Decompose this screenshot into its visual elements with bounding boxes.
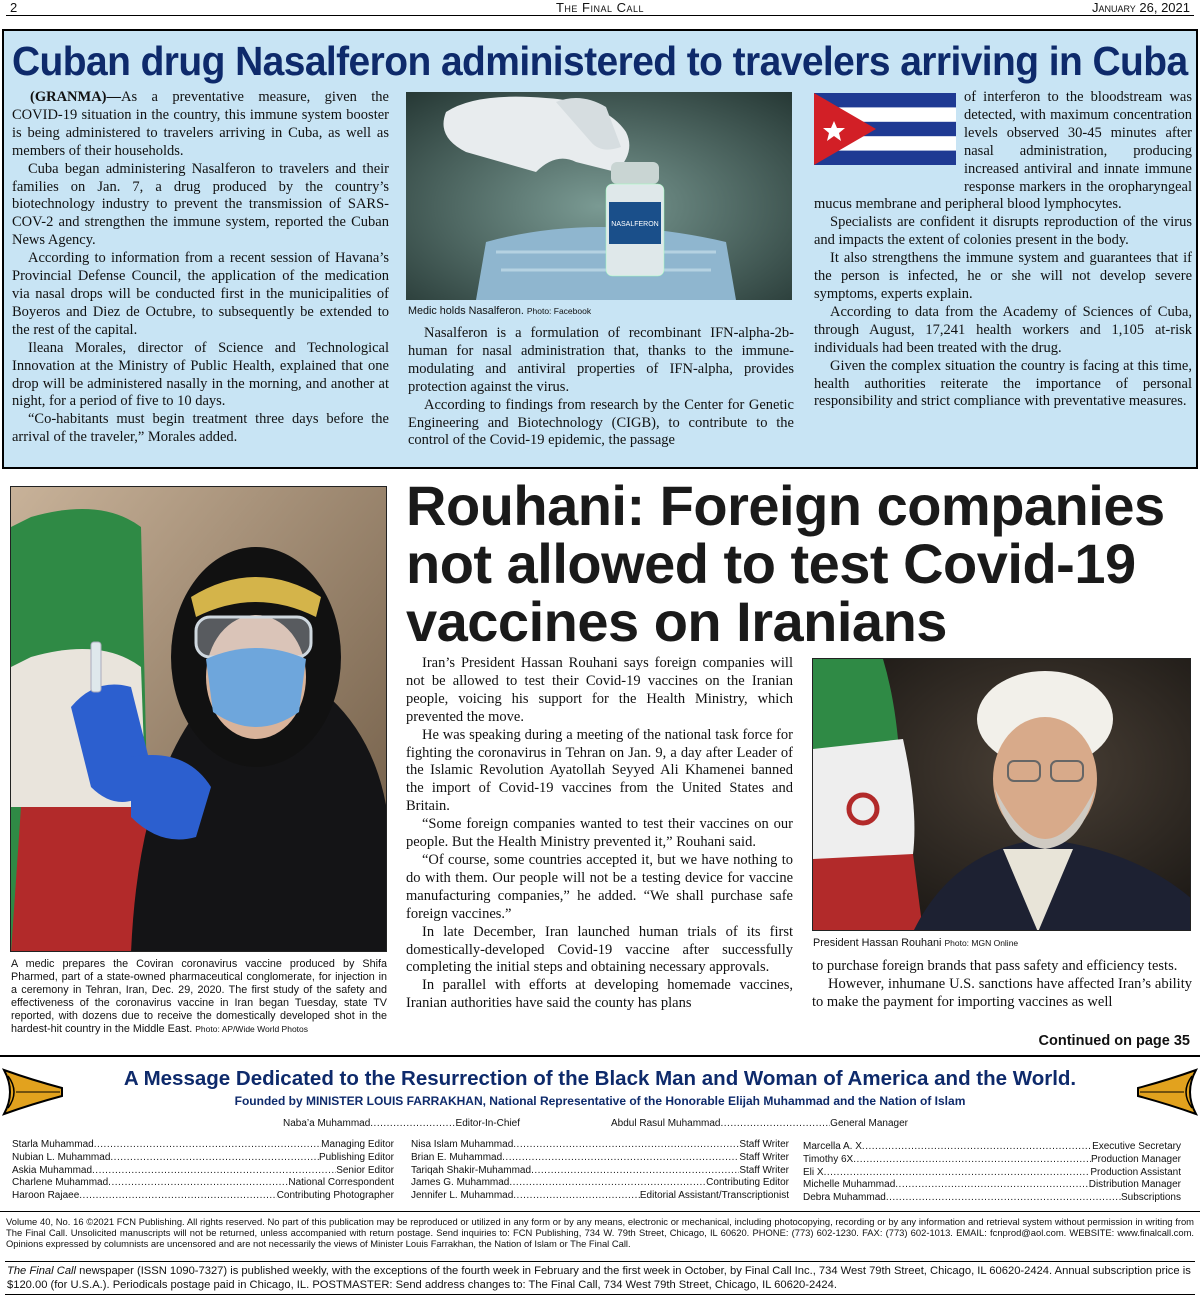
photo-credit: Photo: Facebook <box>526 306 592 316</box>
cuba-column-1 <box>12 89 389 447</box>
staff-row: Eli X ..... Production Assistant <box>803 1167 1181 1180</box>
nasalferon-photo <box>406 92 792 300</box>
rouhani-paragraph: Iran’s President Hassan Rouhani says foreign companies will not be allowed to test their Covid-19 vaccines on the Iranian people, voicing his support for the Health Ministry, which prevented the move. <box>406 655 793 725</box>
rouhani-column-1 <box>406 655 793 1013</box>
cuba-paragraph: “Co-habitants must begin treatment three days before the arrival of the traveler,” Morales added. <box>12 411 389 446</box>
cuba-article <box>2 29 1198 469</box>
staff-row: Brian E. Muhammad ..... Staff Writer <box>411 1152 789 1165</box>
issue-date: January 26, 2021 <box>1091 0 1190 15</box>
rouhani-paragraph: “Some foreign companies wanted to test their vaccines on our people. But the Health Ministry prevented it,” Rouhani said. <box>406 816 793 851</box>
cuba-paragraph: Specialists are confident it disrupts reproduction of the virus and impacts the extent of colonies present in the body. <box>814 214 1192 249</box>
staff-column-2 <box>411 1139 789 1203</box>
rouhani-paragraph: In late December, Iran launched human trials of its first domestically-developed Covid-19 vaccine after successfully completing the initial steps and obtaining necessary approvals. <box>406 923 793 976</box>
medic-photo-caption: A medic prepares the Coviran coronavirus vaccine produced by Shifa Pharmed, part of a state-owned pharmaceutical conglomerate, for injection in a ceremony in Tehran, Iran, Dec. 29, 2020. The first study of the safety and effectiveness of the coronavirus vaccine in Iran began Tuesday, state TV reported, with dozens due to receive the domestically developed shot in the hardest-hit country in the Middle East. Photo: AP/Wide World Photos <box>11 958 387 1035</box>
rouhani-column-2 <box>812 958 1192 1012</box>
cuba-paragraph: According to data from the Academy of Sciences of Cuba, through August, 17,241 health workers and 1,105 at-risk individuals had been treated with the drug. <box>814 303 1192 356</box>
photo-credit: Photo: MGN Online <box>944 938 1019 948</box>
legal-notice: Volume 40, No. 16 ©2021 FCN Publishing. All rights reserved. No part of this publication may be reproduced or utilized in any form or by any means, electronic or mechanical, including photocopying, recording or by any information and retrieval system without permission in writing from The Final Call. Unsolicited manuscripts will not be returned, unless accompanied with return postage. Send inquiries to: FCN Publishing, 734 W. 79th Street, Chicago, IL 60620. PHONE: (773) 602-1230. FAX: (773) 602-1013. EMAIL: fcnprod@aol.com. WEBSITE: www.finalcall.com. Opinions expressed by columnists are uncensored and are not necessarily the views of Minister Louis Farrakhan, the Nation of Islam or The Final Call. <box>6 1216 1194 1250</box>
vial-label: NASALFERON <box>611 221 659 228</box>
masthead-rule <box>0 1055 1200 1057</box>
staff-editor-in-chief: Naba’a Muhammad ..... Editor-In-Chief <box>283 1118 520 1131</box>
cuba-paragraph: According to findings from research by the Center for Genetic Engineering and Biotechnology (CIGB), to contribute to the control of the Covid-19 epidemic, the passage <box>408 396 794 449</box>
cuba-column-3 <box>814 89 1192 411</box>
staff-row: Haroon Rajaee ..... Contributing Photographer <box>12 1190 394 1203</box>
cuba-paragraph: (GRANMA)—As a preventative measure, given the COVID-19 situation in the country, this immune system booster is being administered to travelers arriving in Cuba, as well as members of their households. <box>12 89 389 159</box>
staff-row: James G. Muhammad ..... Contributing Editor <box>411 1177 789 1190</box>
publication-name: The Final Call <box>7 1265 77 1277</box>
cuba-paragraph: Ileana Morales, director of Science and Technological Innovation at the Ministry of Public Health, explained that one drop will be administered nasally in the morning, and another at night, for a period of five to 10 days. <box>12 339 389 410</box>
staff-column-3 <box>803 1141 1181 1205</box>
staff-row: Tariqah Shakir-Muhammad ..... Staff Writer <box>411 1165 789 1178</box>
staff-row: Marcella A. X ..... Executive Secretary <box>803 1141 1181 1154</box>
publication-statement <box>5 1261 1195 1295</box>
nasalferon-caption: Medic holds Nasalferon. Photo: Facebook <box>408 305 592 317</box>
cuba-column-2 <box>408 325 794 450</box>
staff-row: Charlene Muhammad ..... National Correspondent <box>12 1177 394 1190</box>
rouhani-caption: President Hassan Rouhani Photo: MGN Online <box>813 937 1019 949</box>
publication-text: newspaper (ISSN 1090-7327) is published weekly, with the exceptions of the fourth week in February and the first week in October, by Final Call Inc., 734 West 79th Street, Chicago, IL 60620-2424. Annual subscription price is $120.00 (for U.S.A.). Periodicals postage paid in Chicago, IL. POSTMASTER: Send address changes to: The Final Call, 734 West 79th Street, Chicago, IL 60620-2424. <box>7 1265 1191 1291</box>
masthead-founded: Founded by MINISTER LOUIS FARRAKHAN, National Representative of the Honorable Elijah Muhammad and the Nation of Islam <box>234 1094 966 1108</box>
staff-row: Timothy 6X ..... Production Manager <box>803 1154 1181 1167</box>
staff-column-1 <box>12 1139 394 1203</box>
masthead-message: A Message Dedicated to the Resurrection of the Black Man and Woman of America and the World. <box>123 1067 1077 1090</box>
rouhani-paragraph: In parallel with efforts at developing homemade vaccines, Iranian authorities have said the county has plans <box>406 977 793 1012</box>
rouhani-portrait <box>812 658 1191 931</box>
cuba-paragraph: Cuba began administering Nasalferon to travelers and their families on Jan. 7, a drug produced by the country’s biotechnology industry to prevent the transmission of SARS-COV-2 and strengthen the immune system, reported the Cuban News Agency. <box>12 160 389 249</box>
page-number: 2 <box>10 0 18 15</box>
staff-row: Debra Muhammad ..... Subscriptions <box>803 1192 1181 1205</box>
cuba-paragraph: It also strengthens the immune system and guarantees that if the person is infected, he or she will not develop severe symptoms, experts explain. <box>814 250 1192 302</box>
paper-name: The Final Call <box>555 0 645 15</box>
cuba-paragraph: Nasalferon is a formulation of recombinant IFN-alpha-2b-human for nasal administration that, thanks to the immune-modulating and antiviral properties of IFN-alpha, provides protection against the virus. <box>408 325 794 395</box>
photo-credit: Photo: AP/Wide World Photos <box>195 1024 309 1034</box>
staff-general-manager: Abdul Rasul Muhammad ..... General Manager <box>611 1118 908 1131</box>
dateline: (GRANMA)— <box>30 89 122 105</box>
cuba-paragraph: of interferon to the bloodstream was detected, with maximum concentration levels observed 30-45 minutes after nasal administration, producing increased antiviral and innate immune response markers in the oropharyngeal mucus membrane and peripheral blood lymphocytes. <box>814 89 1192 213</box>
medic-vaccine-photo <box>10 486 387 952</box>
rouhani-headline: Rouhani: Foreign companies not allowed to test Covid-19 vaccines on Iranians <box>406 474 1165 653</box>
staff-row: Michelle Muhammad ..... Distribution Manager <box>803 1179 1181 1192</box>
rouhani-paragraph: However, inhumane U.S. sanctions have affected Iran’s ability to make the payment for importing vaccines as well <box>812 975 1192 1010</box>
cuba-paragraph: According to information from a recent session of Havana’s Provincial Defense Council, the application of the medication via nasal drops will be conducted first in the municipalities of Boyeros and Diez de Octubre, to subsequently be extended to the rest of the capital. <box>12 250 389 338</box>
staff-row: Jennifer L. Muhammad ..... Editorial Assistant/Transcriptionist <box>411 1190 789 1203</box>
running-head <box>6 0 1194 16</box>
staff-row: Nubian L. Muhammad ..... Publishing Editor <box>12 1152 394 1165</box>
staff-row: Askia Muhammad ..... Senior Editor <box>12 1165 394 1178</box>
staff-row: Nisa Islam Muhammad ..... Staff Writer <box>411 1139 789 1152</box>
cuba-headline: Cuban drug Nasalferon administered to travelers arriving in Cuba <box>12 38 1188 84</box>
cuba-paragraph: Given the complex situation the country is facing at this time, health authorities reiterate the importance of personal responsibility and strict compliance with preventative measures. <box>814 357 1192 410</box>
continued-jump-line: Continued on page 35 <box>1038 1033 1190 1049</box>
staff-row: Starla Muhammad ..... Managing Editor <box>12 1139 394 1152</box>
legal-rule <box>0 1211 1200 1212</box>
rouhani-paragraph: He was speaking during a meeting of the national task force for fighting the coronavirus in Tehran on Jan. 9, a day after Leader of the Islamic Revolution Ayatollah Seyyed Ali Khamenei banned the import of Covid-19 vaccines from the United States and Britain. <box>406 726 793 815</box>
rouhani-paragraph: “Of course, some countries accepted it, but we have nothing to do with them. Our people will not be a testing device for vaccine manufacturing companies,” he added. “We shall purchase safe foreign vaccines.” <box>406 851 793 922</box>
rouhani-paragraph: to purchase foreign brands that pass safety and efficiency tests. <box>812 958 1178 974</box>
